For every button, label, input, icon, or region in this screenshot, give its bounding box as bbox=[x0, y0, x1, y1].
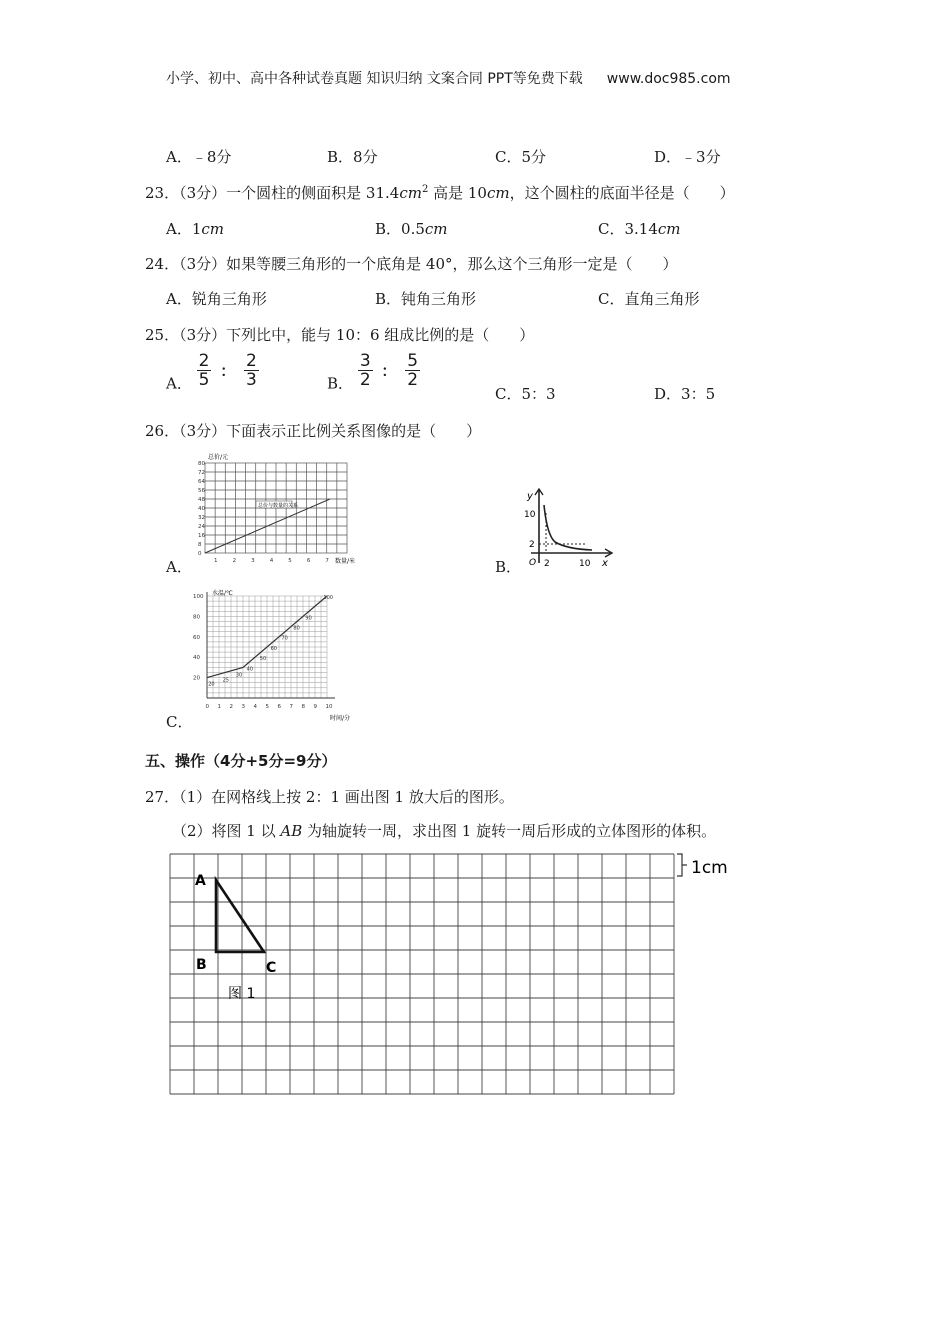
chart-a-ytick: 0 bbox=[198, 551, 202, 557]
chart-c-xtick: 4 bbox=[253, 704, 257, 710]
chart-c-xtick: 9 bbox=[313, 704, 317, 710]
chart-b-xtick-10: 10 bbox=[579, 559, 591, 569]
chart-c-ytick: 80 bbox=[193, 614, 200, 621]
chart-a-xtick: 4 bbox=[269, 558, 274, 564]
section-5-title: 五、操作（4分+5分=9分） bbox=[145, 752, 337, 770]
chart-b-ylabel: y bbox=[527, 491, 533, 502]
q26-label-c: C． bbox=[166, 713, 193, 731]
header-text: 小学、初中、高中各种试卷真题 知识归纳 文案合同 PPT等免费下载 bbox=[166, 71, 583, 87]
q22-option-d: D．﹣3分 bbox=[654, 148, 721, 166]
chart-a-xtick: 1 bbox=[214, 558, 218, 564]
q22-option-a: A．﹣8分 bbox=[166, 148, 232, 166]
unit-label: 1cm bbox=[691, 858, 728, 878]
chart-b-xlabel: x bbox=[602, 558, 608, 569]
chart-c-xtick: 7 bbox=[289, 704, 293, 710]
q25-option-c: C．5：3 bbox=[495, 385, 556, 403]
chart-c-point-label: 80 bbox=[293, 625, 300, 632]
chart-c-xtick: 8 bbox=[301, 704, 305, 710]
q25-stem: 25．（3分）下列比中，能与 10：6 组成比例的是（ ） bbox=[145, 326, 535, 344]
q24-stem: 24．（3分）如果等腰三角形的一个底角是 40°，那么这个三角形一定是（ ） bbox=[145, 255, 678, 273]
chart-a-xtick: 3 bbox=[251, 558, 255, 564]
q25-option-d: D．3：5 bbox=[654, 385, 716, 403]
chart-a-xlabel: 数量/米 bbox=[335, 558, 356, 565]
header-site: www.doc985.com bbox=[606, 71, 731, 87]
chart-b-xtick-2: 2 bbox=[544, 559, 550, 569]
q23-option-c: C．3.14cm bbox=[598, 220, 681, 238]
chart-c-ytick: 100 bbox=[193, 594, 204, 600]
chart-a-ytick: 32 bbox=[198, 515, 205, 521]
chart-c-point-label: 40 bbox=[246, 666, 253, 673]
vertex-c: C bbox=[266, 960, 277, 976]
q22-option-b: B．8分 bbox=[327, 148, 378, 166]
chart-c-point-label: 60 bbox=[270, 645, 277, 652]
chart-c-xtick: 6 bbox=[277, 704, 281, 710]
chart-a-ylabel: 总价/元 bbox=[208, 454, 229, 461]
chart-c-ylabel: 水温/℃ bbox=[212, 590, 233, 597]
q26-label-a: A． bbox=[166, 558, 192, 576]
triangle-abc bbox=[216, 880, 264, 952]
chart-a-xtick: 2 bbox=[232, 558, 237, 564]
q24-option-a: A．锐角三角形 bbox=[166, 290, 267, 308]
vertex-b: B bbox=[196, 957, 207, 973]
chart-a bbox=[190, 450, 360, 570]
drawing-grid bbox=[160, 848, 760, 1108]
chart-c-xtick: 5 bbox=[265, 704, 269, 710]
chart-a-note: 总价与数量的关系 bbox=[258, 503, 299, 509]
chart-c-ytick: 40 bbox=[193, 655, 200, 662]
chart-a-ytick: 8 bbox=[198, 542, 202, 548]
chart-a-ytick: 16 bbox=[198, 533, 205, 539]
q25-option-a: A． $\frac{2}{5}$ ： $\frac{2}{3}$ bbox=[166, 351, 257, 393]
q23-option-b: B．0.5cm bbox=[375, 220, 448, 238]
q26-label-b: B． bbox=[495, 558, 522, 576]
fraction: $\frac{2}{3}$ bbox=[246, 351, 257, 390]
q26-stem: 26．（3分）下面表示正比例关系图像的是（ ） bbox=[145, 422, 482, 440]
chart-c-xtick: 3 bbox=[241, 704, 245, 710]
chart-b-curve bbox=[544, 505, 592, 550]
chart-c-point-label: 25 bbox=[222, 677, 229, 684]
chart-a-ytick: 72 bbox=[198, 470, 205, 476]
fraction: $\frac{2}{5}$ bbox=[198, 351, 210, 390]
chart-c bbox=[190, 586, 360, 724]
q23-stem: 23．（3分）一个圆柱的侧面积是 $31.4cm^2$ 高是 10cm，这个圆柱的底面半径是（ ） bbox=[145, 184, 735, 202]
chart-a-xtick: 7 bbox=[325, 558, 329, 564]
chart-c-point-label: 50 bbox=[259, 656, 267, 663]
fraction: $\frac{3}{2}$ bbox=[359, 351, 371, 390]
q27-line2: （2）将图 1 以 AB 为轴旋转一周，求出图 1 旋转一周后形成的立体图形的体积。 bbox=[172, 822, 717, 840]
q23-option-a: A．1cm bbox=[166, 220, 225, 238]
chart-c-xlabel: 时间/分 bbox=[330, 715, 351, 722]
chart-a-ytick: 24 bbox=[198, 524, 205, 530]
fraction: $\frac{5}{2}$ bbox=[407, 351, 419, 390]
chart-c-ytick: 60 bbox=[193, 634, 200, 641]
chart-a-xtick: 5 bbox=[288, 558, 292, 564]
chart-c-point-label: 30 bbox=[235, 672, 243, 679]
chart-a-ytick: 64 bbox=[198, 479, 205, 485]
unit-bracket bbox=[677, 854, 687, 876]
chart-c-xtick: 10 bbox=[325, 704, 333, 710]
q27-line1: 27．（1）在网格线上按 2：1 画出图 1 放大后的图形。 bbox=[145, 788, 514, 806]
chart-b bbox=[517, 485, 617, 570]
figure-1-label: 图 1 bbox=[228, 986, 256, 1002]
chart-c-point-label: 70 bbox=[281, 635, 288, 642]
chart-a-ytick: 48 bbox=[198, 497, 205, 503]
chart-c-ytick: 20 bbox=[193, 675, 200, 682]
chart-c-point-label: 20 bbox=[208, 681, 215, 688]
vertex-a: A bbox=[195, 873, 206, 889]
chart-a-ytick: 80 bbox=[198, 461, 205, 467]
q24-option-c: C．直角三角形 bbox=[598, 290, 700, 308]
q25-option-b: B． $\frac{3}{2}$ ： $\frac{5}{2}$ bbox=[327, 351, 419, 393]
chart-c-point-label: 90 bbox=[305, 615, 312, 622]
chart-b-ytick-10: 10 bbox=[524, 510, 536, 520]
q24-option-b: B．钝角三角形 bbox=[375, 290, 477, 308]
page-header bbox=[166, 68, 731, 88]
chart-c-xtick: 0 bbox=[205, 704, 209, 710]
chart-b-origin: O bbox=[529, 558, 537, 568]
chart-c-point-label: 100 bbox=[323, 594, 333, 601]
chart-a-xtick: 6 bbox=[306, 558, 311, 564]
chart-a-ytick: 56 bbox=[198, 488, 205, 494]
q22-option-c: C．5分 bbox=[495, 148, 547, 166]
chart-b-ytick-2: 2 bbox=[529, 540, 535, 550]
chart-c-xtick: 2 bbox=[229, 704, 233, 710]
chart-a-ytick: 40 bbox=[198, 506, 205, 512]
chart-c-xtick: 1 bbox=[217, 704, 221, 710]
